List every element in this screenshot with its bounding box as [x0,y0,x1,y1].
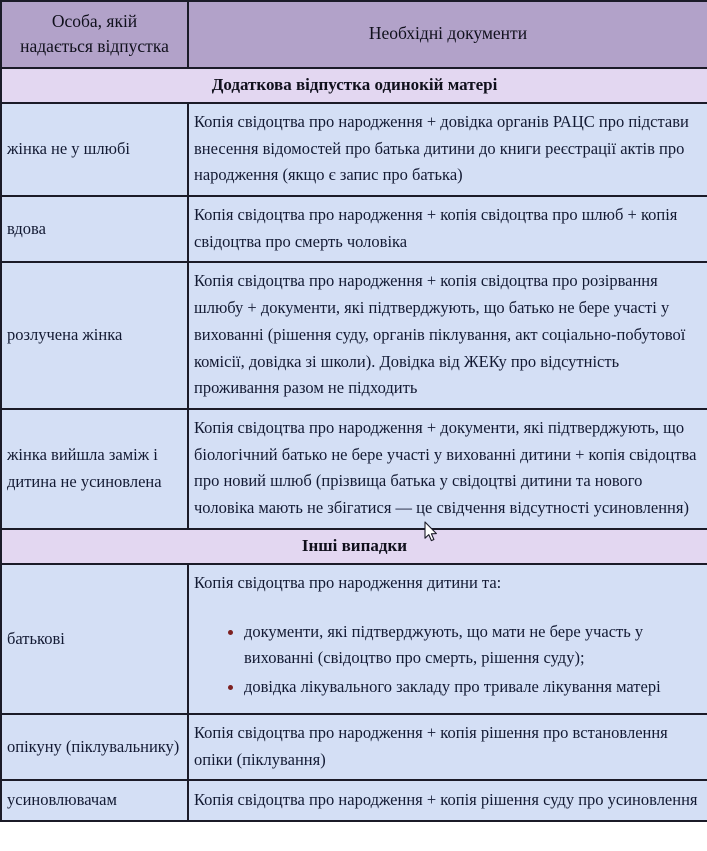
documents-bullet-list [194,619,700,701]
table-row [1,714,707,780]
person-label: усиновлювачам [7,790,117,810]
person-cell [1,409,188,529]
documents-cell [188,409,707,529]
list-item: документи, які підтверджують, що мати не бере участь у вихованні (свідоцтво про смерть, рішення суду); [228,619,700,672]
documents-text: Копія свідоцтва про народження + довідка органів РАЦС про підстави внесення відомостей про батька дитини до книги реєстрації актів про народження (якщо є запис про батька) [194,111,689,185]
column-header-documents: Необхідні документи [188,1,707,68]
table-row [1,103,707,196]
person-label: жінка не у шлюбі [7,139,130,158]
documents-text: Копія свідоцтва про народження + копія свідоцтва про шлюб + копія свідоцтва про смерть чоловіка [194,204,678,251]
documents-text: Копія свідоцтва про народження + копія свідоцтва про розірвання шлюбу + документи, які підтверджують, що батько не бере участі у вихованні (рішення суду, органів піклування, акт соціально-побутової комісії, довідка зі школи). Довідка від ЖЕКу про відсутність проживання разом не підходить [194,271,686,398]
documents-cell [188,196,707,262]
person-label: батькові [7,628,65,648]
section-banner-single-mother: Додаткова відпустка одинокій матері [1,68,707,103]
documents-intro-text: Копія свідоцтва про народження дитини та: [194,572,502,592]
section-banner-row [1,68,707,103]
person-cell [1,780,188,821]
documents-text: Копія свідоцтва про народження + документи, які підтверджують, що біологічний батько не бере участі у вихованні дитини + копія свідоцтва про новий шлюб (прізвища батька у свідоцтві дитини та нового чоловіка мають не збігатися — це свідчення відсутності усиновлення) [194,417,697,518]
column-header-person-line1: Особа, якій [51,11,138,31]
documents-cell [188,103,707,196]
documents-text: Копія свідоцтва про народження + копія рішення суду про усиновлення [194,789,698,809]
table-row [1,409,707,529]
documents-cell [188,714,707,780]
person-cell [1,103,188,196]
section-banner-other-cases: Інші випадки [1,529,707,564]
table-row [1,196,707,262]
documents-cell [188,262,707,409]
person-cell [1,262,188,409]
section-banner-row [1,529,707,564]
documents-text: Копія свідоцтва про народження + копія рішення про встановлення опіки (піклування) [194,722,668,769]
list-item: довідка лікувального закладу про тривале лікування матері [228,674,700,701]
documents-cell [188,564,707,714]
person-label: вдова [7,218,46,238]
person-cell [1,196,188,262]
person-label: розлучена жінка [7,325,123,345]
column-header-person-line2: надається відпустка [20,35,169,56]
table-row [1,780,707,821]
column-header-person [1,1,188,68]
table-row [1,564,707,714]
person-cell [1,564,188,714]
table-row [1,262,707,409]
person-label: жінка вийшла заміж і дитина не усиновлена [7,445,162,491]
person-label: опікуну (піклувальнику) [7,736,180,756]
documents-cell [188,780,707,821]
person-cell [1,714,188,780]
table-header-row [1,1,707,68]
